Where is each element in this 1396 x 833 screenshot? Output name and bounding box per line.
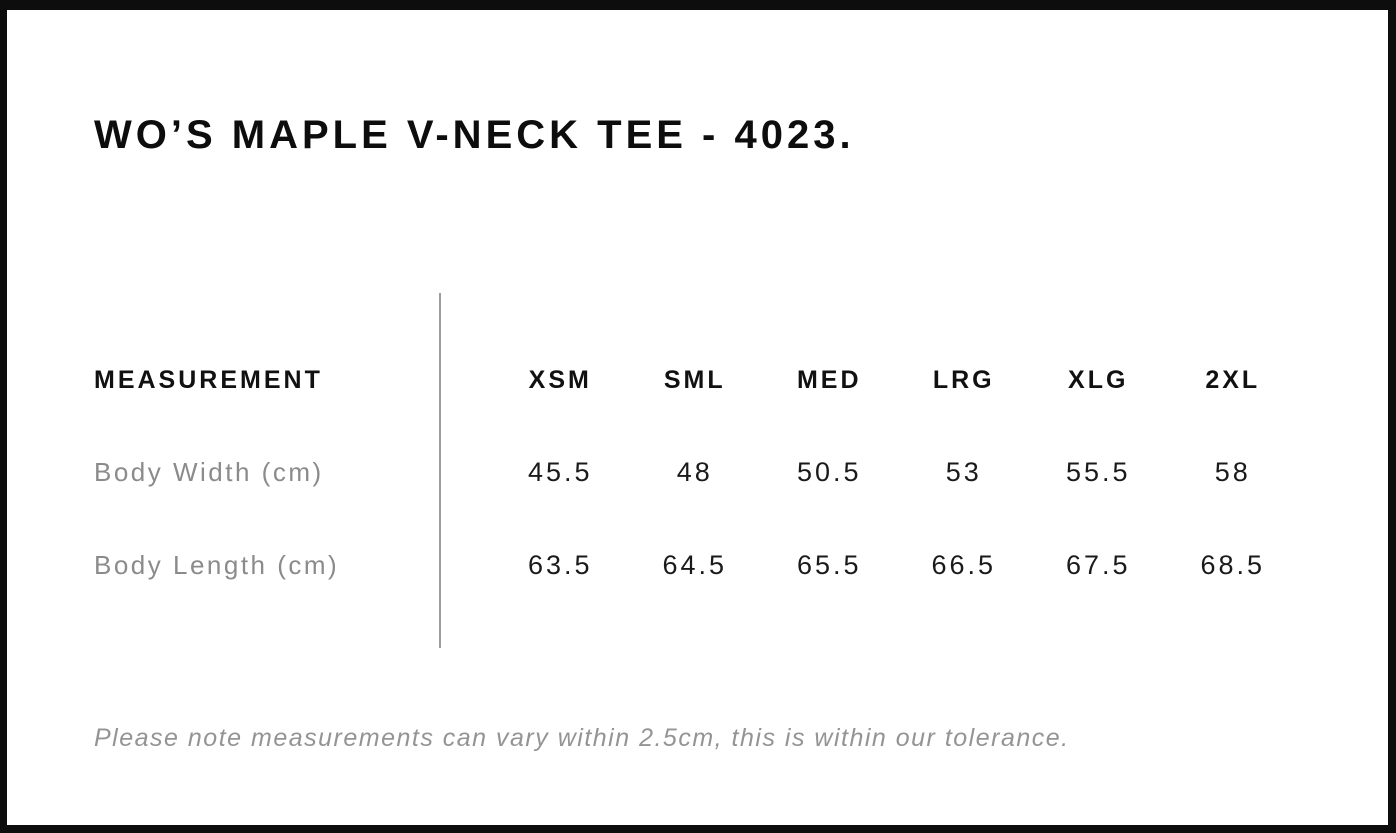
tolerance-note: Please note measurements can vary within 2.5cm, this is within our tolerance.	[94, 724, 1070, 752]
body-length-value-med: 65.5	[796, 549, 862, 580]
body-width-value-sml: 48	[676, 457, 713, 488]
table-row-body-width	[94, 427, 1304, 520]
body-length-value-xsm: 63.5	[527, 549, 593, 580]
size-column-header-xsm: XSM	[528, 365, 592, 394]
body-length-value-2xl: 68.5	[1200, 549, 1266, 580]
size-column-header-2xl: 2XL	[1205, 365, 1261, 394]
body-length-value-lrg: 66.5	[931, 549, 997, 580]
size-table	[94, 293, 1304, 612]
table-row-body-length	[94, 519, 1304, 612]
body-width-value-med: 50.5	[796, 457, 862, 488]
size-column-header-xlg: XLG	[1068, 365, 1129, 394]
size-column-header-lrg: LRG	[932, 365, 995, 394]
measurement-column-header: MEASUREMENT	[94, 365, 323, 394]
body-width-value-lrg: 53	[945, 457, 982, 488]
size-column-header-sml: SML	[663, 365, 726, 394]
body-width-value-xlg: 55.5	[1065, 457, 1131, 488]
size-column-header-med: MED	[796, 365, 862, 394]
page-title: WO’S MAPLE V-NECK TEE - 4023.	[94, 113, 855, 157]
body-length-value-sml: 64.5	[662, 549, 728, 580]
body-width-value-2xl: 58	[1214, 457, 1251, 488]
body-length-value-xlg: 67.5	[1065, 549, 1131, 580]
body-width-value-xsm: 45.5	[527, 457, 593, 488]
table-header-row	[94, 334, 1304, 427]
row-label-body-width: Body Width (cm)	[94, 457, 324, 488]
row-label-body-length: Body Length (cm)	[94, 549, 340, 580]
